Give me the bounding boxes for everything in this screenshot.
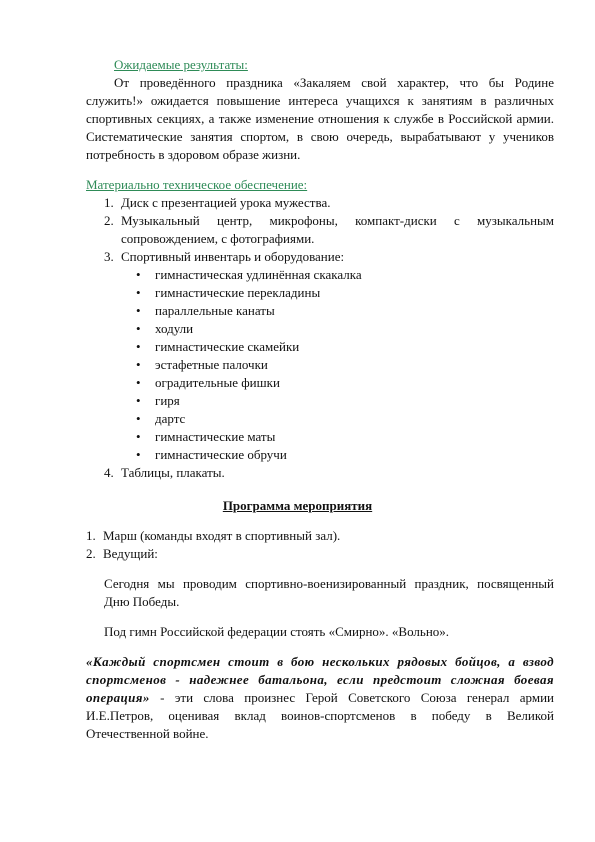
results-heading: Ожидаемые результаты:: [114, 57, 248, 72]
program-paragraph-1: Сегодня мы проводим спортивно-военизированный праздник, посвященный Дню Победы.: [104, 576, 554, 609]
bullet-icon: •: [136, 267, 141, 282]
bullet-icon: •: [136, 375, 141, 390]
list-number: 2.: [104, 213, 114, 228]
list-item-text: Музыкальный центр, микрофоны, компакт-диски с музыкальным сопровождением, с фотографиями.: [121, 213, 554, 246]
list-item-text: Спортивный инвентарь и оборудование:: [121, 249, 345, 264]
bullet-icon: •: [136, 429, 141, 444]
bullet-icon: •: [136, 321, 141, 336]
list-item-text: Диск с презентацией урока мужества.: [121, 195, 331, 210]
list-number: 1.: [86, 528, 96, 543]
bullet-icon: •: [136, 411, 141, 426]
list-item-text: Таблицы, плакаты.: [121, 465, 225, 480]
quote-paragraph: [86, 653, 554, 743]
program-paragraph-2: Под гимн Российской федерации стоять «Смирно». «Вольно».: [104, 624, 450, 639]
quote-text: «Каждый спортсмен стоит в бою нескольких рядовых бойцов, а взвод спортсменов - надежнее батальона, если предстоит сложная боевая операция»: [86, 654, 554, 705]
results-paragraph: От проведённого праздника «Закаляем свой характер, что бы Родине служить!» ожидается повышение интереса учащихся к занятиям в различных спортивных секциях, а также изменение отношения к службе в Российской армии. Систематические занятия спортом, в свою очередь, вырабатывают у учеников потребность в здоровом образе жизни.: [86, 75, 554, 162]
list-number: 4.: [104, 465, 114, 480]
list-item-text: Ведущий:: [103, 546, 158, 561]
equipment-heading: Материально техническое обеспечение:: [86, 177, 308, 192]
program-title: Программа мероприятия: [222, 498, 373, 513]
bullet-icon: •: [136, 285, 141, 300]
bullet-icon: •: [136, 393, 141, 408]
list-item-text: Марш (команды входят в спортивный зал).: [103, 528, 341, 543]
bullet-icon: •: [136, 303, 141, 318]
document-page: Ожидаемые результаты: От проведённого праздника «Закаляем свой характер, что бы Родине служить!» ожидается повышение интереса учащихся к занятиям в различных спортивных секциях, а также изменение отношения к службе в Российской армии. Систематические занятия спортом, в свою очередь, вырабатывают у учеников потребность в здоровом образе жизни. Материально техническое обеспечение: 1. Диск с презентацией урока мужества. 2. Музыкальный центр, микрофоны, компакт-диски с музыкальным сопровождением, с фотографиями. 3. Спортивный инвентарь и оборудование: • гимнастическая удлинённая скакалка • гимнастические перекладины • параллельные канаты • ходули • гимнастические скамейки • эстафетные палочки • оградительные фишки • гиря • дартс • гимнастические маты • гимнастические обручи 4. Таблицы, плакаты. Программа мероприятия 1. Марш (команды входят в спортивный зал). 2. Ведущий: Сегодня мы проводим спортивно-военизированный праздник, посвященный Дню Победы. Под гимн Российской федерации стоять «Смирно». «Вольно». «Каждый спортсмен стоит в бою нескольких рядовых бойцов, а взвод спортсменов - надежнее батальона, если предстоит сложная боевая операция» - эти слова произнес Герой Советского Союза генерал армии И.Е.Петров, оценивая вклад воинов-спортсменов в победу в Великой Отечественной войне.: [0, 0, 595, 842]
bullet-icon: •: [136, 339, 141, 354]
list-number: 3.: [104, 249, 114, 264]
list-number: 2.: [86, 546, 96, 561]
list-number: 1.: [104, 195, 114, 210]
bullet-icon: •: [136, 357, 141, 372]
bullet-icon: •: [136, 447, 141, 462]
quote-attribution: - эти слова произнес Герой Советского Союза генерал армии И.Е.Петров, оценивая вклад воинов-спортсменов в победу в Великой Отечественной войне.: [86, 690, 554, 741]
